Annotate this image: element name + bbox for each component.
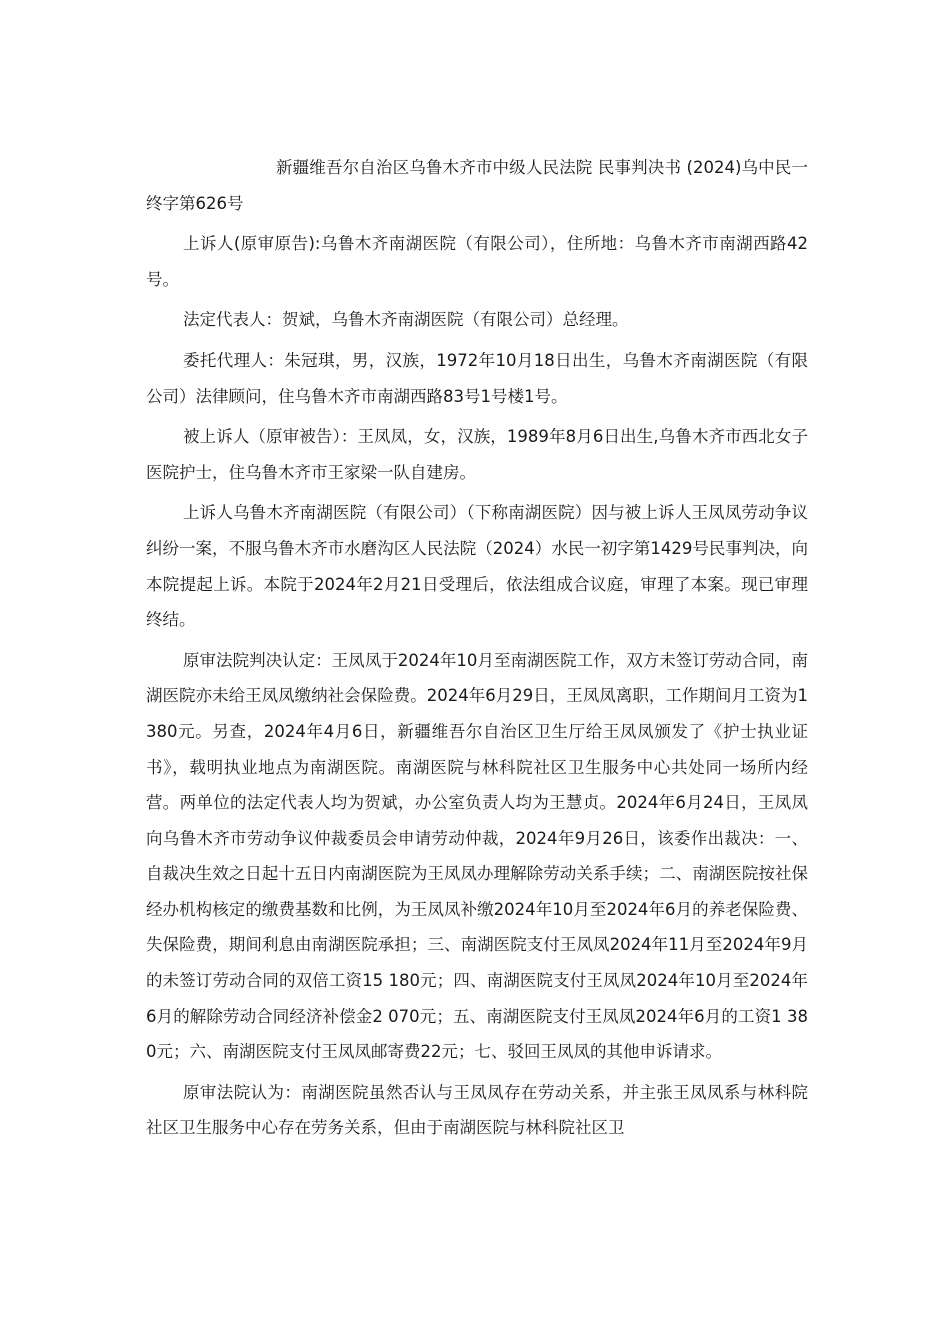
- document-heading: 新疆维吾尔自治区乌鲁木齐市中级人民法院 民事判决书 (2024)乌中民一终字第626号: [146, 158, 808, 213]
- document-body: [146, 150, 808, 1151]
- paragraph-original-court-opinion: 原审法院认为：南湖医院虽然否认与王凤凤存在劳动关系，并主张王凤凤系与林科院社区卫生服务中心存在劳务关系，但由于南湖医院与林科院社区卫: [146, 1082, 808, 1138]
- paragraph-authorized-agent: 委托代理人：朱冠琪，男，汉族，1972年10月18日出生，乌鲁木齐南湖医院（有限公司）法律顾问，住乌鲁木齐市南湖西路83号1号楼1号。: [146, 350, 808, 406]
- paragraph-appellee: 被上诉人（原审被告）：王凤凤，女，汉族，1989年8月6日出生,乌鲁木齐市西北女子医院护士，住乌鲁木齐市王家梁一队自建房。: [146, 427, 808, 482]
- paragraph-legal-representative: 法定代表人：贺斌，乌鲁木齐南湖医院（有限公司）总经理。: [183, 310, 629, 330]
- paragraph-original-findings: 原审法院判决认定：王凤凤于2024年10月至南湖医院工作，双方未签订劳动合同，南湖医院亦未给王凤凤缴纳社会保险费。2024年6月29日，王凤凤离职，工作期间月工资为1 380元。另查，2024年4月6日，新疆维吾尔自治区卫生厅给王凤凤颁发了《护士执业证书》，载明执业地点为南湖医院。南湖医院与林科院社区卫生服务中心共处同一场所内经营。两单位的法定代表人均为贺斌，办公室负责人均为王慧贞。2024年6月24日，王凤凤向乌鲁木齐市劳动争议仲裁委员会申请劳动仲裁，2024年9月26日，该委作出裁决：一、自裁决生效之日起十五日内南湖医院为王凤凤办理解除劳动关系手续；二、南湖医院按社保经办机构核定的缴费基数和比例，为王凤凤补缴2024年10月至2024年6月的养老保险费、失保险费，期间利息由南湖医院承担；三、南湖医院支付王凤凤2024年11月至2024年9月的未签订劳动合同的双倍工资15 180元；四、南湖医院支付王凤凤2024年10月至2024年6月的解除劳动合同经济补偿金2 070元；五、南湖医院支付王凤凤2024年6月的工资1 380元；六、南湖医院支付王凤凤邮寄费22元；七、驳回王凤凤的其他申诉请求。: [146, 650, 808, 1062]
- paragraph-case-summary: 上诉人乌鲁木齐南湖医院（有限公司）（下称南湖医院）因与被上诉人王凤凤劳动争议纠纷一案，不服乌鲁木齐市水磨沟区人民法院（2024）水民一初字第1429号民事判决，向本院提起上诉。本院于2024年2月21日受理后，依法组成合议庭，审理了本案。现已审理终结。: [146, 503, 808, 630]
- paragraph-appellant: 上诉人(原审原告):乌鲁木齐南湖医院（有限公司），住所地：乌鲁木齐市南湖西路42号。: [146, 234, 808, 289]
